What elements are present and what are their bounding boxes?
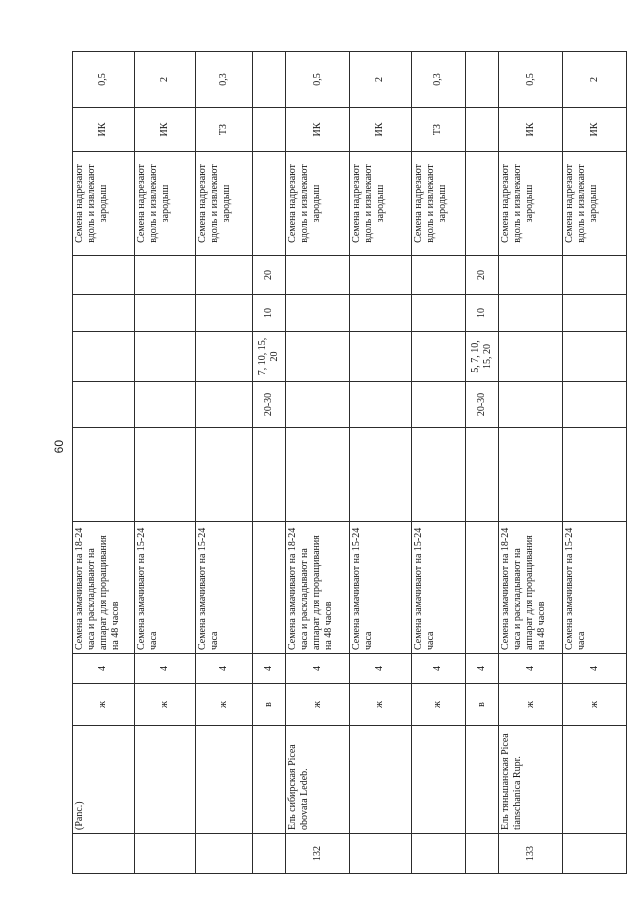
column-6-cell xyxy=(411,428,466,522)
value-cell: 2 xyxy=(134,52,196,108)
temperature-cell: 4 xyxy=(349,654,411,684)
species-name-cell xyxy=(196,726,253,834)
value-cell xyxy=(466,52,499,108)
preparation-cell: Семена замачивают на 18-24 часа и раскладывают на аппарат для проращивания на 48 часов xyxy=(286,522,350,654)
table-row xyxy=(499,52,563,874)
preparation-cell: Семена замачивают на 15-24 часа xyxy=(349,522,411,654)
species-name-cell xyxy=(411,726,466,834)
preparation-cell: Семена замачивают на 15-24 часа xyxy=(196,522,253,654)
germination-temp-cell xyxy=(73,382,135,428)
count-days-cell: 5, 7, 10, 15, 20 xyxy=(466,332,499,382)
preparation-cell: Семена замачивают на 15-24 часа xyxy=(411,522,466,654)
treatment-cell xyxy=(466,152,499,256)
count-days-cell xyxy=(563,332,627,382)
count-days-cell xyxy=(286,332,350,382)
temperature-cell: 4 xyxy=(499,654,563,684)
column-10-cell xyxy=(499,256,563,295)
column-9-cell xyxy=(349,295,411,332)
method-cell: ИК xyxy=(286,108,350,152)
germination-temp-cell: 20-30 xyxy=(253,382,286,428)
column-10-cell xyxy=(349,256,411,295)
temperature-cell: 4 xyxy=(73,654,135,684)
value-cell: 0,3 xyxy=(196,52,253,108)
light-code-cell: ж xyxy=(196,684,253,726)
column-6-cell xyxy=(73,428,135,522)
table-row xyxy=(253,52,286,874)
treatment-cell: Семена надрезают вдоль и извлекают зародыш xyxy=(499,152,563,256)
value-cell: 2 xyxy=(563,52,627,108)
value-cell: 0,5 xyxy=(73,52,135,108)
temperature-cell: 4 xyxy=(253,654,286,684)
species-name-cell: Ель сибирская Picea obovata Ledeb. xyxy=(286,726,350,834)
value-cell: 0,5 xyxy=(499,52,563,108)
row-number-cell xyxy=(466,834,499,874)
count-days-cell xyxy=(134,332,196,382)
method-cell: ТЗ xyxy=(411,108,466,152)
column-9-cell xyxy=(73,295,135,332)
row-number-cell xyxy=(196,834,253,874)
germination-temp-cell xyxy=(196,382,253,428)
germination-temp-cell xyxy=(134,382,196,428)
column-10-cell xyxy=(563,256,627,295)
column-6-cell xyxy=(253,428,286,522)
column-9-cell xyxy=(411,295,466,332)
preparation-cell: Семена замачивают на 18-24 часа и раскладывают на аппарат для проращивания на 48 часов xyxy=(499,522,563,654)
count-days-cell xyxy=(349,332,411,382)
table-row xyxy=(286,52,350,874)
count-days-cell xyxy=(411,332,466,382)
preparation-cell: Семена замачивают на 18-24 часа и раскладывают на аппарат для проращивания на 48 часов xyxy=(73,522,135,654)
column-10-cell xyxy=(286,256,350,295)
light-code-cell: ж xyxy=(499,684,563,726)
table-row xyxy=(349,52,411,874)
column-6-cell xyxy=(286,428,350,522)
method-cell xyxy=(466,108,499,152)
column-10-cell xyxy=(134,256,196,295)
germination-temp-cell xyxy=(286,382,350,428)
value-cell xyxy=(253,52,286,108)
species-name-cell xyxy=(466,726,499,834)
column-9-cell: 10 xyxy=(466,295,499,332)
column-6-cell xyxy=(349,428,411,522)
table-row xyxy=(466,52,499,874)
light-code-cell: ж xyxy=(349,684,411,726)
row-number-cell xyxy=(411,834,466,874)
column-6-cell xyxy=(499,428,563,522)
table-row xyxy=(196,52,253,874)
preparation-cell xyxy=(253,522,286,654)
light-code-cell: в xyxy=(253,684,286,726)
treatment-cell xyxy=(253,152,286,256)
light-code-cell: ж xyxy=(286,684,350,726)
species-name-cell xyxy=(253,726,286,834)
column-6-cell xyxy=(196,428,253,522)
germination-temp-cell xyxy=(563,382,627,428)
light-code-cell: ж xyxy=(134,684,196,726)
column-9-cell xyxy=(286,295,350,332)
light-code-cell: ж xyxy=(73,684,135,726)
temperature-cell: 4 xyxy=(563,654,627,684)
row-number-cell xyxy=(134,834,196,874)
row-number-cell: 133 xyxy=(499,834,563,874)
germination-temp-cell xyxy=(349,382,411,428)
count-days-cell xyxy=(73,332,135,382)
column-9-cell xyxy=(563,295,627,332)
light-code-cell: ж xyxy=(563,684,627,726)
germination-temp-cell xyxy=(499,382,563,428)
column-10-cell xyxy=(411,256,466,295)
method-cell: ИК xyxy=(349,108,411,152)
count-days-cell: 7, 10, 15, 20 xyxy=(253,332,286,382)
column-10-cell: 20 xyxy=(466,256,499,295)
method-cell: ТЗ xyxy=(196,108,253,152)
method-cell xyxy=(253,108,286,152)
seed-test-table xyxy=(72,52,627,874)
column-10-cell: 20 xyxy=(253,256,286,295)
column-10-cell xyxy=(196,256,253,295)
preparation-cell: Семена замачивают на 15-24 часа xyxy=(563,522,627,654)
value-cell: 0,5 xyxy=(286,52,350,108)
species-name-cell xyxy=(349,726,411,834)
column-9-cell: 10 xyxy=(253,295,286,332)
table-row xyxy=(563,52,627,874)
method-cell: ИК xyxy=(499,108,563,152)
method-cell: ИК xyxy=(134,108,196,152)
column-6-cell xyxy=(466,428,499,522)
page-number: 60 xyxy=(52,440,66,454)
temperature-cell: 4 xyxy=(466,654,499,684)
value-cell: 0,3 xyxy=(411,52,466,108)
treatment-cell: Семена надрезают вдоль и извлекают зародыш xyxy=(563,152,627,256)
row-number-cell: 132 xyxy=(286,834,350,874)
row-number-cell xyxy=(349,834,411,874)
preparation-cell: Семена замачивают на 15-24 часа xyxy=(134,522,196,654)
column-10-cell xyxy=(73,256,135,295)
treatment-cell: Семена надрезают вдоль и извлекают зародыш xyxy=(286,152,350,256)
column-6-cell xyxy=(563,428,627,522)
treatment-cell: Семена надрезают вдоль и извлекают зародыш xyxy=(411,152,466,256)
light-code-cell: ж xyxy=(411,684,466,726)
treatment-cell: Семена надрезают вдоль и извлекают зародыш xyxy=(196,152,253,256)
column-9-cell xyxy=(196,295,253,332)
column-6-cell xyxy=(134,428,196,522)
preparation-cell xyxy=(466,522,499,654)
table-row xyxy=(411,52,466,874)
temperature-cell: 4 xyxy=(134,654,196,684)
row-number-cell xyxy=(563,834,627,874)
species-name-cell: Ель тяньшанская Picea tianschanica Rupr. xyxy=(499,726,563,834)
column-9-cell xyxy=(134,295,196,332)
treatment-cell: Семена надрезают вдоль и извлекают зародыш xyxy=(73,152,135,256)
temperature-cell: 4 xyxy=(196,654,253,684)
row-number-cell xyxy=(253,834,286,874)
row-number-cell xyxy=(73,834,135,874)
table-row xyxy=(73,52,135,874)
species-name-cell xyxy=(134,726,196,834)
species-name-cell xyxy=(563,726,627,834)
temperature-cell: 4 xyxy=(286,654,350,684)
count-days-cell xyxy=(499,332,563,382)
light-code-cell: в xyxy=(466,684,499,726)
method-cell: ИК xyxy=(563,108,627,152)
table-row xyxy=(134,52,196,874)
count-days-cell xyxy=(196,332,253,382)
germination-temp-cell: 20-30 xyxy=(466,382,499,428)
column-9-cell xyxy=(499,295,563,332)
method-cell: ИК xyxy=(73,108,135,152)
germination-temp-cell xyxy=(411,382,466,428)
treatment-cell: Семена надрезают вдоль и извлекают зародыш xyxy=(349,152,411,256)
temperature-cell: 4 xyxy=(411,654,466,684)
treatment-cell: Семена надрезают вдоль и извлекают зародыш xyxy=(134,152,196,256)
species-name-cell: (Panc.) xyxy=(73,726,135,834)
rotated-page xyxy=(72,52,627,874)
value-cell: 2 xyxy=(349,52,411,108)
